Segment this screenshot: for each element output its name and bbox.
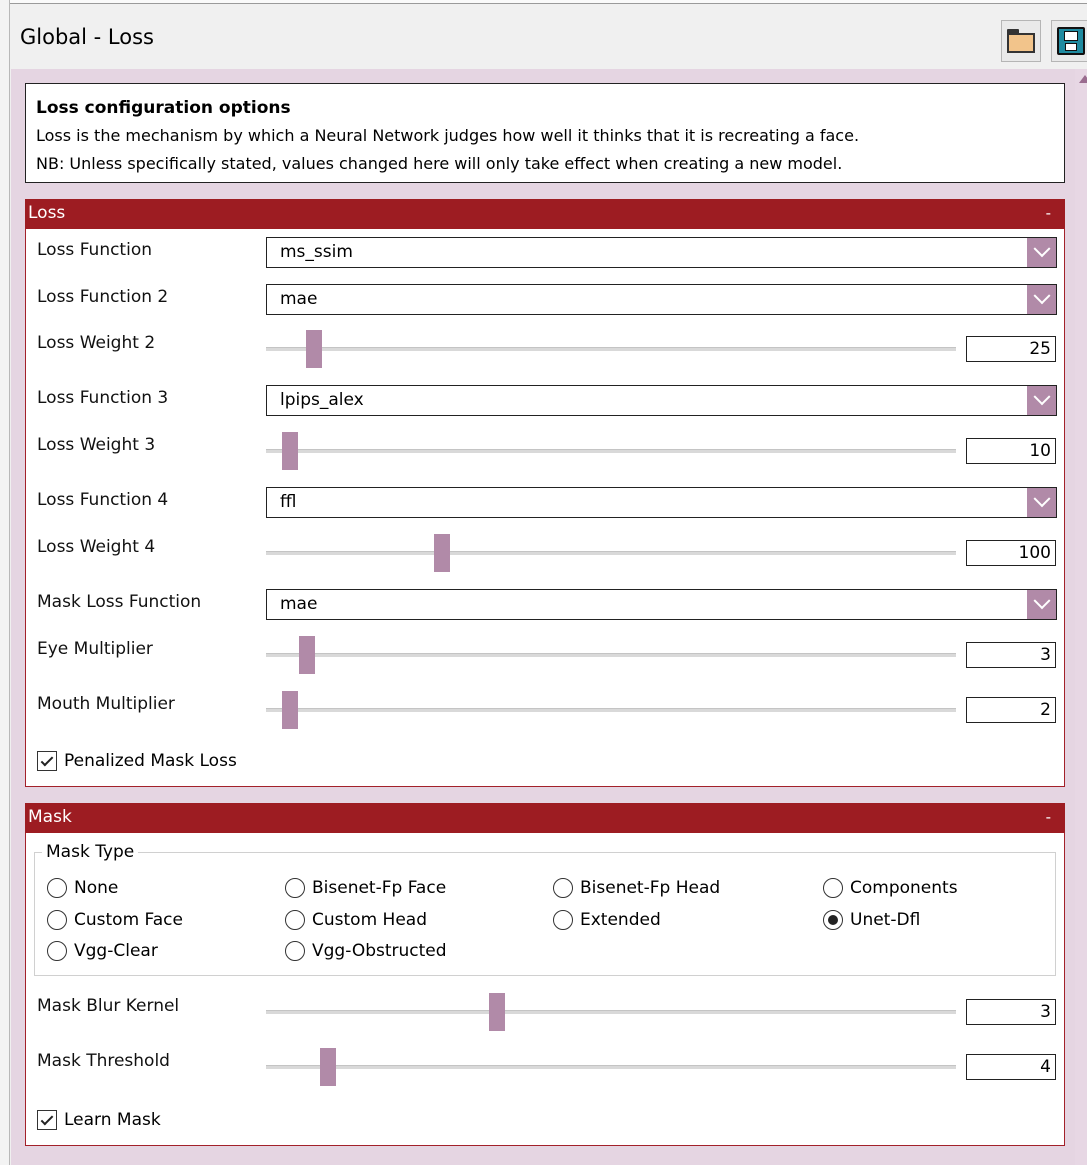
info-title: Loss configuration options bbox=[36, 98, 291, 118]
page-title: Global - Loss bbox=[20, 25, 154, 49]
loss-function-label: Loss Function bbox=[37, 240, 152, 260]
slider-handle[interactable] bbox=[282, 691, 298, 729]
radio-circle[interactable] bbox=[47, 878, 67, 898]
slider-handle[interactable] bbox=[489, 993, 505, 1031]
mask-loss-function-value: mae bbox=[280, 594, 318, 614]
chevron-down-icon[interactable] bbox=[1026, 386, 1056, 415]
checkmark-icon bbox=[41, 754, 54, 767]
checkmark-icon bbox=[41, 1113, 54, 1126]
page-header bbox=[11, 5, 1087, 69]
radio-circle-selected[interactable] bbox=[823, 910, 843, 930]
mask-threshold-input[interactable]: 4 bbox=[966, 1054, 1056, 1080]
loss-weight-3-slider[interactable] bbox=[266, 431, 956, 471]
mask-blur-kernel-slider[interactable] bbox=[266, 992, 956, 1032]
loss-collapse-button[interactable]: - bbox=[1045, 204, 1051, 222]
loss-function-4-value: ffl bbox=[280, 492, 297, 512]
radio-circle[interactable] bbox=[47, 941, 67, 961]
checkbox-box[interactable] bbox=[37, 751, 57, 771]
scroll-up-arrow-icon[interactable] bbox=[1079, 75, 1087, 83]
radio-label: None bbox=[74, 878, 119, 898]
slider-handle[interactable] bbox=[434, 534, 450, 572]
loss-function-2-value: mae bbox=[280, 289, 318, 309]
save-config-button[interactable] bbox=[1051, 20, 1087, 62]
open-config-button[interactable] bbox=[1001, 20, 1041, 62]
loss-weight-2-slider[interactable] bbox=[266, 329, 956, 369]
loss-weight-4-input[interactable]: 100 bbox=[966, 540, 1056, 566]
loss-weight-3-input[interactable]: 10 bbox=[966, 438, 1056, 464]
radio-circle[interactable] bbox=[823, 878, 843, 898]
penalized-mask-loss-checkbox[interactable] bbox=[37, 751, 237, 771]
eye-multiplier-label: Eye Multiplier bbox=[37, 639, 153, 659]
radio-custom-head[interactable] bbox=[285, 910, 427, 930]
mask-blur-kernel-input[interactable]: 3 bbox=[966, 999, 1056, 1025]
chevron-down-icon[interactable] bbox=[1026, 285, 1056, 314]
mask-section-title: Mask bbox=[28, 807, 72, 827]
radio-bisenet-fp-face[interactable] bbox=[285, 878, 446, 898]
mask-loss-function-label: Mask Loss Function bbox=[37, 592, 202, 612]
slider-handle[interactable] bbox=[306, 330, 322, 368]
radio-label: Custom Head bbox=[312, 910, 427, 930]
loss-function-3-value: lpips_alex bbox=[280, 390, 364, 410]
learn-mask-checkbox[interactable] bbox=[37, 1110, 161, 1130]
radio-label: Vgg-Obstructed bbox=[312, 941, 447, 961]
folder-open-icon bbox=[1007, 29, 1035, 53]
radio-vgg-clear[interactable] bbox=[47, 941, 158, 961]
mask-collapse-button[interactable]: - bbox=[1045, 808, 1051, 826]
radio-none[interactable] bbox=[47, 878, 118, 898]
mask-type-group bbox=[34, 842, 1056, 976]
slider-handle[interactable] bbox=[282, 432, 298, 470]
radio-label: Vgg-Clear bbox=[74, 941, 158, 961]
info-box bbox=[25, 83, 1065, 183]
radio-circle[interactable] bbox=[285, 910, 305, 930]
radio-circle[interactable] bbox=[553, 878, 573, 898]
loss-weight-2-input[interactable]: 25 bbox=[966, 336, 1056, 362]
radio-label: Custom Face bbox=[74, 910, 183, 930]
radio-circle[interactable] bbox=[285, 941, 305, 961]
radio-circle[interactable] bbox=[553, 910, 573, 930]
mask-section-header[interactable] bbox=[25, 803, 1065, 833]
mask-loss-function-select[interactable] bbox=[266, 589, 1057, 620]
info-note: NB: Unless specifically stated, values changed here will only take effect when creating a new model. bbox=[36, 154, 843, 173]
loss-weight-4-label: Loss Weight 4 bbox=[37, 537, 156, 557]
loss-function-2-select[interactable] bbox=[266, 284, 1057, 315]
radio-vgg-obstructed[interactable] bbox=[285, 941, 447, 961]
mask-blur-kernel-label: Mask Blur Kernel bbox=[37, 996, 180, 1016]
eye-multiplier-slider[interactable] bbox=[266, 635, 956, 675]
loss-function-4-label: Loss Function 4 bbox=[37, 490, 169, 510]
radio-label: Bisenet-Fp Face bbox=[312, 878, 447, 898]
radio-components[interactable] bbox=[823, 878, 958, 898]
radio-unet-dfl[interactable] bbox=[823, 910, 920, 930]
loss-function-select[interactable] bbox=[266, 237, 1057, 268]
vertical-scrollbar[interactable] bbox=[1075, 69, 1087, 1165]
radio-circle[interactable] bbox=[285, 878, 305, 898]
loss-section-header[interactable] bbox=[25, 199, 1065, 229]
info-description: Loss is the mechanism by which a Neural Network judges how well it thinks that it is recreating a face. bbox=[36, 126, 860, 145]
mouth-multiplier-input[interactable]: 2 bbox=[966, 697, 1056, 723]
loss-function-2-label: Loss Function 2 bbox=[37, 287, 169, 307]
slider-handle[interactable] bbox=[299, 636, 315, 674]
config-content bbox=[11, 69, 1087, 1165]
mouth-multiplier-label: Mouth Multiplier bbox=[37, 694, 175, 714]
window-top-edge bbox=[0, 0, 1087, 4]
loss-section bbox=[25, 199, 1065, 787]
loss-weight-4-slider[interactable] bbox=[266, 533, 956, 573]
slider-handle[interactable] bbox=[320, 1048, 336, 1086]
window-left-edge bbox=[0, 0, 10, 1165]
radio-custom-face[interactable] bbox=[47, 910, 183, 930]
radio-label: Extended bbox=[580, 910, 661, 930]
save-disk-icon bbox=[1057, 27, 1085, 55]
radio-circle[interactable] bbox=[47, 910, 67, 930]
mask-type-title: Mask Type bbox=[42, 842, 138, 862]
radio-extended[interactable] bbox=[553, 910, 661, 930]
mouth-multiplier-slider[interactable] bbox=[266, 690, 956, 730]
mask-threshold-slider[interactable] bbox=[266, 1047, 956, 1087]
learn-mask-label: Learn Mask bbox=[64, 1110, 161, 1130]
checkbox-box[interactable] bbox=[37, 1110, 57, 1130]
loss-function-3-select[interactable] bbox=[266, 385, 1057, 416]
penalized-mask-loss-label: Penalized Mask Loss bbox=[64, 751, 237, 771]
eye-multiplier-input[interactable]: 3 bbox=[966, 642, 1056, 668]
radio-label: Components bbox=[850, 878, 958, 898]
chevron-down-icon[interactable] bbox=[1026, 238, 1056, 267]
loss-weight-2-label: Loss Weight 2 bbox=[37, 333, 156, 353]
radio-bisenet-fp-head[interactable] bbox=[553, 878, 720, 898]
loss-function-3-label: Loss Function 3 bbox=[37, 388, 169, 408]
radio-label: Unet-Dfl bbox=[850, 910, 921, 930]
loss-weight-3-label: Loss Weight 3 bbox=[37, 435, 156, 455]
loss-function-4-select[interactable] bbox=[266, 487, 1057, 518]
mask-threshold-label: Mask Threshold bbox=[37, 1051, 170, 1071]
loss-function-value: ms_ssim bbox=[280, 242, 353, 262]
chevron-down-icon[interactable] bbox=[1026, 488, 1056, 517]
radio-label: Bisenet-Fp Head bbox=[580, 878, 721, 898]
mask-section bbox=[25, 803, 1065, 1146]
chevron-down-icon[interactable] bbox=[1026, 590, 1056, 619]
loss-section-title: Loss bbox=[28, 203, 66, 223]
